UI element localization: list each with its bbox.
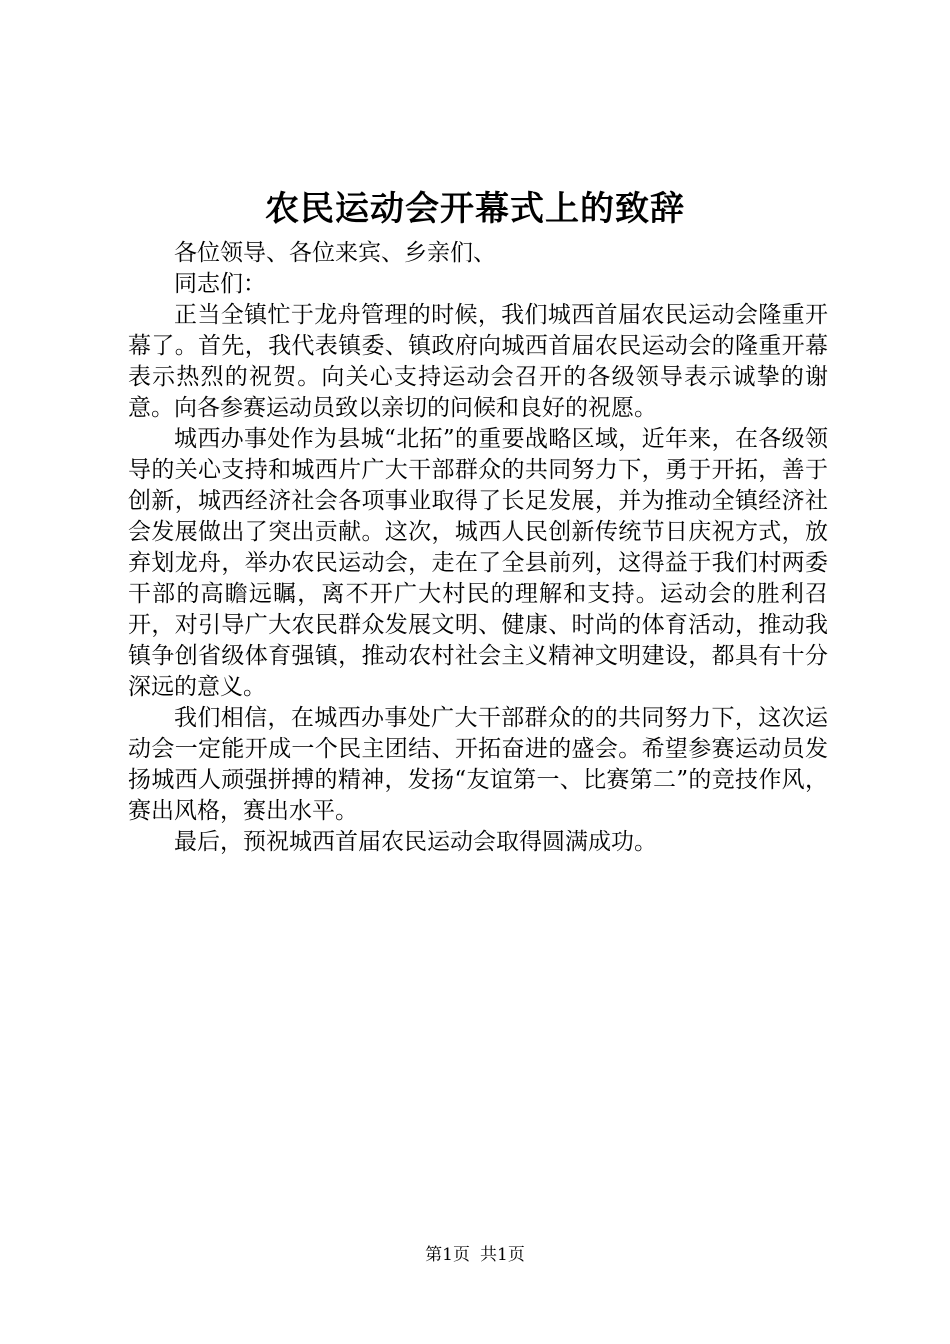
greeting-line: 同志们： (174, 271, 266, 297)
body-paragraph: 我们相信，在城西办事处广大干部群众的的共同努力下，这次运动会一定能开成一个民主团结、开拓奋进的盛会。希望参赛运动员发扬城西人顽强拼搏的精神，发扬“友谊第一、比赛第二”的竞技作风，赛出风格，赛出水平。 (128, 705, 828, 824)
page-number: 第1页 (425, 1245, 470, 1265)
body-paragraph: 正当全镇忙于龙舟管理的时候，我们城西首届农民运动会隆重开幕了。首先，我代表镇委、镇政府向城西首届农民运动会的隆重开幕表示热烈的祝贺。向关心支持运动会召开的各级领导表示诚挚的谢意。向各参赛运动员致以亲切的问候和良好的祝愿。 (128, 302, 828, 421)
document-title: 农民运动会开幕式上的致辞 (265, 189, 685, 229)
page-footer (0, 1243, 950, 1267)
body-paragraph: 城西办事处作为县城“北拓”的重要战略区域，近年来，在各级领导的关心支持和城西片广大干部群众的共同努力下，勇于开拓，善于创新，城西经济社会各项事业取得了长足发展，并为推动全镇经济社会发展做出了突出贡献。这次，城西人民创新传统节日庆祝方式，放弃划龙舟，举办农民运动会，走在了全县前列，这得益于我们村两委干部的高瞻远瞩，离不开广大村民的理解和支持。运动会的胜利召开，对引导广大农民群众发展文明、健康、时尚的体育活动，推动我镇争创省级体育强镇，推动农村社会主义精神文明建设，都具有十分深远的意义。 (128, 426, 828, 700)
page-total: 共1页 (480, 1245, 525, 1265)
body-paragraph: 最后，预祝城西首届农民运动会取得圆满成功。 (174, 829, 657, 855)
greeting-line: 各位领导、各位来宾、乡亲们、 (174, 240, 496, 266)
document-body (128, 238, 828, 858)
